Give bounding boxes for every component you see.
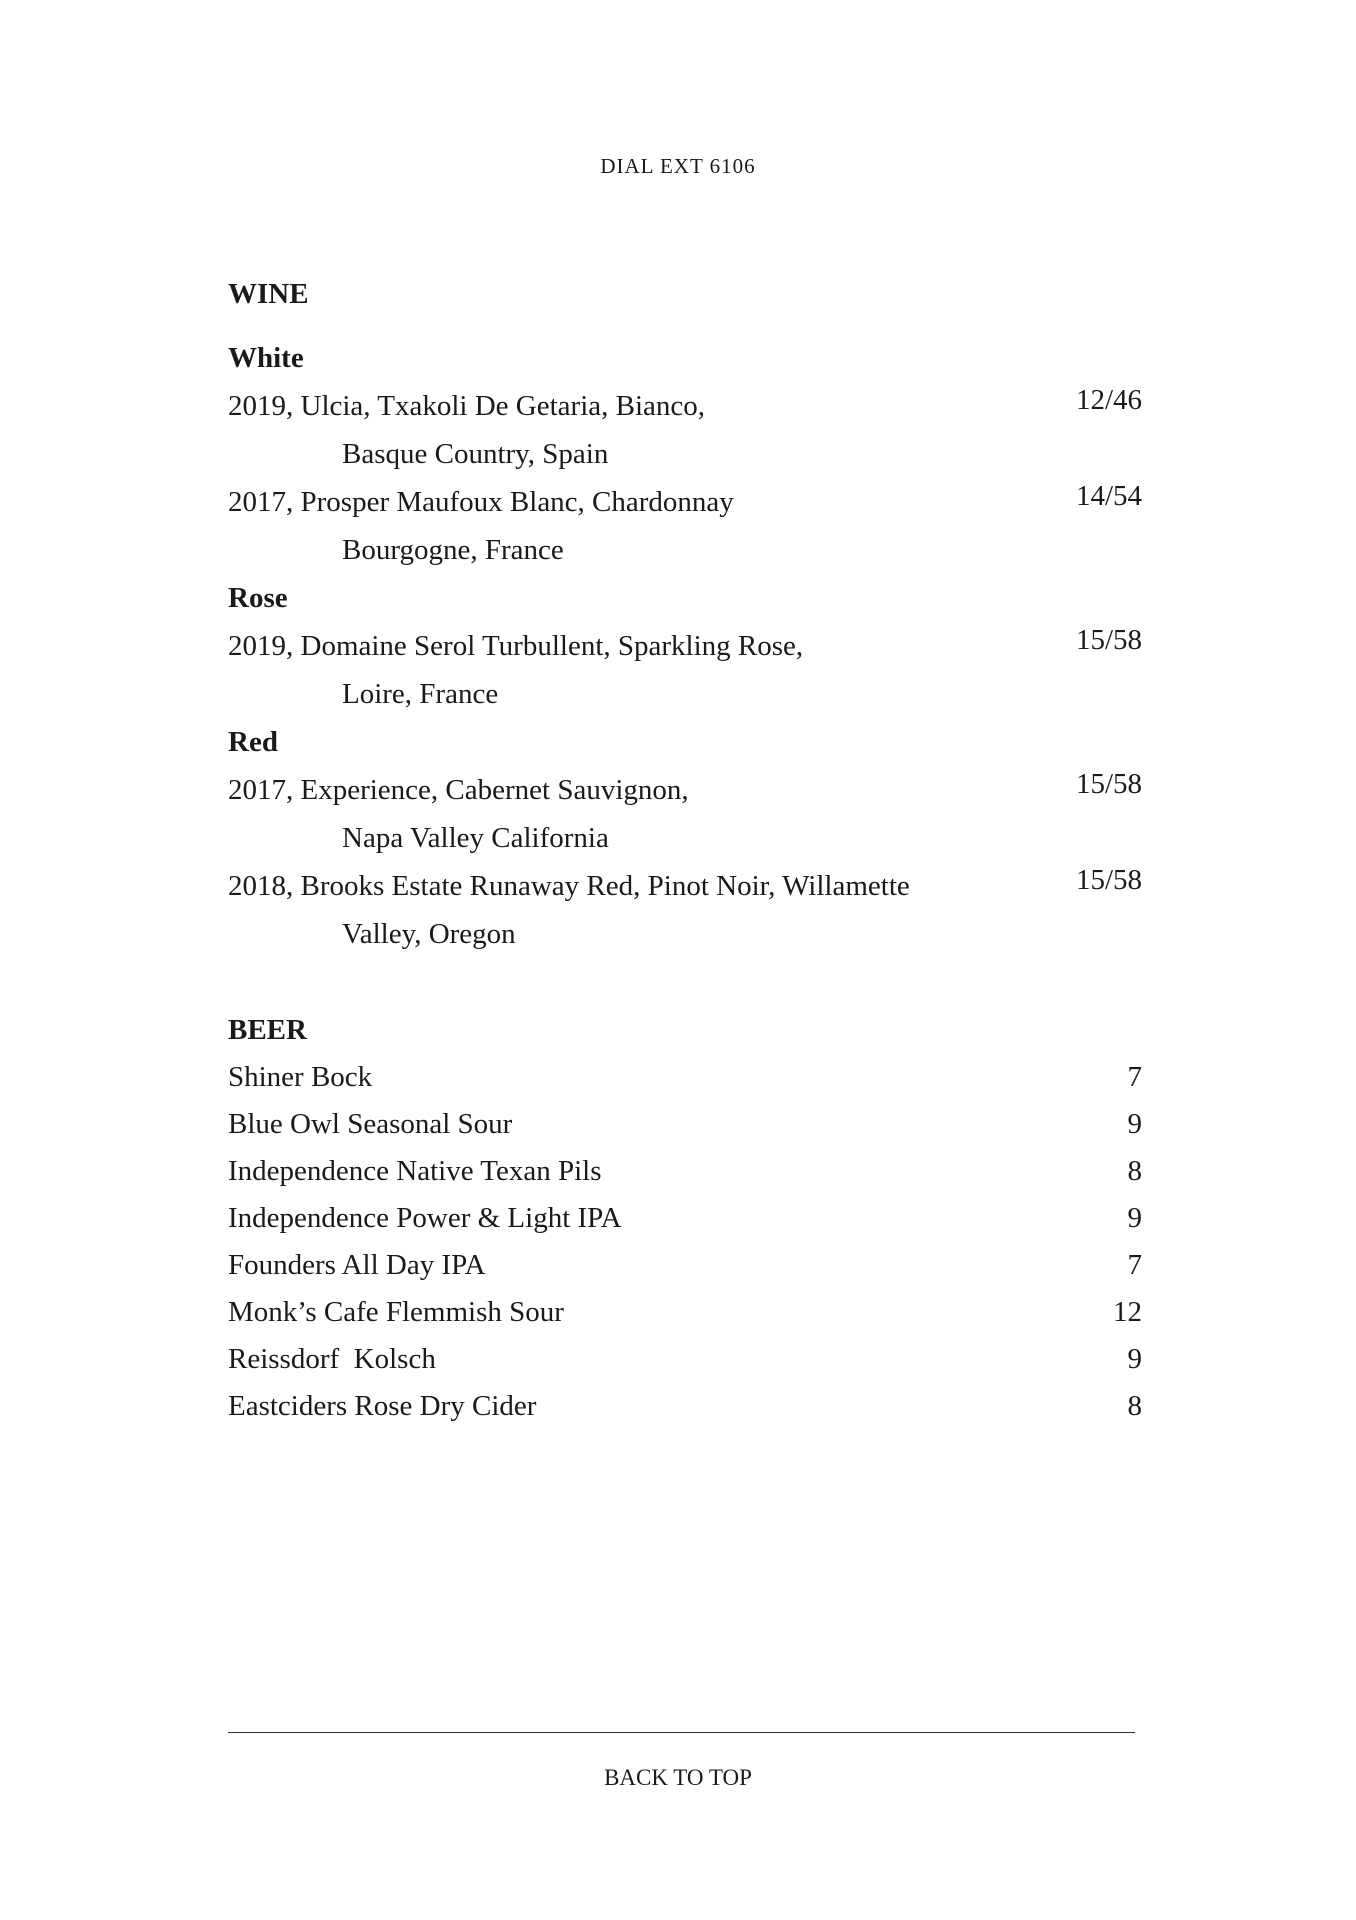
beer-item-price: 9 <box>1127 1202 1142 1234</box>
beer-item-name: Independence Power & Light IPA <box>228 1202 622 1234</box>
wine-item-line1: 2019, Domaine Serol Turbullent, Sparkling Rose, <box>228 630 804 662</box>
beer-item-name: Eastciders Rose Dry Cider <box>228 1390 537 1422</box>
wine-item <box>228 478 1142 574</box>
beer-item <box>228 1054 1142 1101</box>
footer-divider <box>228 1732 1135 1733</box>
beer-item <box>228 1242 1142 1289</box>
section-spacer <box>228 958 1142 1006</box>
beer-item <box>228 1289 1142 1336</box>
wine-item-line1: 2019, Ulcia, Txakoli De Getaria, Bianco, <box>228 390 706 422</box>
wine-category-rose: Rose <box>228 582 288 614</box>
beer-item-price: 7 <box>1127 1249 1142 1281</box>
beer-item-name: Founders All Day IPA <box>228 1249 486 1281</box>
wine-item-line2: Bourgogne, France <box>342 534 564 566</box>
wine-item <box>228 766 1142 862</box>
beer-item <box>228 1148 1142 1195</box>
wine-item-price: 15/58 <box>1075 768 1142 800</box>
wine-item-line1: 2017, Experience, Cabernet Sauvignon, <box>228 774 689 806</box>
beer-item-name: Reissdorf Kolsch <box>228 1343 436 1375</box>
beer-item-price: 8 <box>1127 1155 1142 1187</box>
beer-item-price: 9 <box>1127 1108 1142 1140</box>
wine-item-line1: 2018, Brooks Estate Runaway Red, Pinot Noir, Willamette <box>228 870 910 902</box>
dial-extension: DIAL EXT 6106 <box>600 154 756 178</box>
wine-item-price: 15/58 <box>1075 864 1142 896</box>
back-to-top-link[interactable]: BACK TO TOP <box>604 1765 752 1790</box>
wine-item-price: 14/54 <box>1075 480 1142 512</box>
beer-section-title: BEER <box>228 1014 307 1046</box>
beer-item-name: Shiner Bock <box>228 1061 373 1093</box>
beer-item-name: Blue Owl Seasonal Sour <box>228 1108 513 1140</box>
wine-section-title: WINE <box>228 278 309 310</box>
wine-item-line2: Valley, Oregon <box>342 918 516 950</box>
beer-item-price: 9 <box>1127 1343 1142 1375</box>
wine-item-line1: 2017, Prosper Maufoux Blanc, Chardonnay <box>228 486 734 518</box>
wine-item-line2: Loire, France <box>342 678 499 710</box>
wine-item <box>228 862 1142 958</box>
wine-item-price: 15/58 <box>1075 624 1142 656</box>
menu-content <box>228 270 1142 1430</box>
wine-category-red: Red <box>228 726 278 758</box>
beer-item <box>228 1101 1142 1148</box>
wine-item <box>228 382 1142 478</box>
beer-item <box>228 1195 1142 1242</box>
section-spacer <box>228 318 1142 334</box>
wine-item <box>228 622 1142 718</box>
wine-item-price: 12/46 <box>1075 384 1142 416</box>
beer-item-price: 7 <box>1127 1061 1142 1093</box>
beer-item-price: 12 <box>1113 1296 1142 1328</box>
beer-item-name: Independence Native Texan Pils <box>228 1155 602 1187</box>
beer-item <box>228 1383 1142 1430</box>
beer-item-price: 8 <box>1127 1390 1142 1422</box>
wine-category-white: White <box>228 342 304 374</box>
wine-item-line2: Basque Country, Spain <box>342 438 609 470</box>
wine-item-line2: Napa Valley California <box>342 822 609 854</box>
beer-item <box>228 1336 1142 1383</box>
beer-item-name: Monk’s Cafe Flemmish Sour <box>228 1296 564 1328</box>
